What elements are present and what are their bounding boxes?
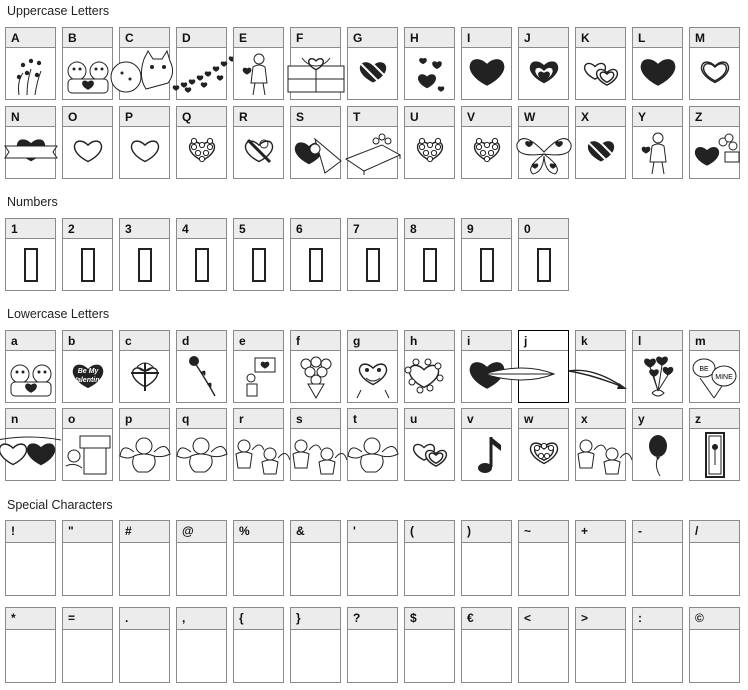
glyph-label: r — [234, 409, 283, 429]
glyph-label: p — [120, 409, 169, 429]
blank-glyph — [519, 630, 568, 682]
glyph-label: { — [234, 608, 283, 630]
glyph-cell-upper-A — [5, 27, 56, 100]
glyph-cell-lower-u — [404, 408, 455, 481]
heart-trail-glyph — [177, 48, 226, 99]
gift-heart-glyph — [234, 127, 283, 178]
glyph-cell-upper-B — [62, 27, 113, 100]
blank-glyph — [462, 543, 511, 595]
box-glyph — [6, 239, 55, 290]
glyph-label: ( — [405, 521, 454, 543]
glyph-cell-upper-Z — [689, 106, 740, 179]
cupid-figure-glyph — [633, 127, 682, 178]
flowers-glyph — [6, 48, 55, 99]
glyph-label: * — [6, 608, 55, 630]
glyph-label: P — [120, 107, 169, 127]
glyph-cell-special-1 — [62, 520, 113, 596]
glyph-label: N — [6, 107, 55, 127]
glyph-label: O — [63, 107, 112, 127]
blank-glyph — [576, 630, 625, 682]
box-glyph — [177, 239, 226, 290]
glyph-label: : — [633, 608, 682, 630]
glyph-cell-special2-10 — [575, 607, 626, 683]
glyph-cell-upper-W — [518, 106, 569, 179]
glyph-cell-special-6 — [347, 520, 398, 596]
glyph-cell-special-9 — [518, 520, 569, 596]
roses-glyph — [291, 351, 340, 402]
glyph-label: 8 — [405, 219, 454, 239]
outline-heart-glyph — [120, 127, 169, 178]
glyph-cell-special-12 — [689, 520, 740, 596]
glyph-label: $ — [405, 608, 454, 630]
glyph-label: ) — [462, 521, 511, 543]
cupid-box-glyph — [63, 429, 112, 480]
glyph-label: & — [291, 521, 340, 543]
glyph-label: G — [348, 28, 397, 48]
glyph-cell-lower-g — [347, 330, 398, 403]
glyph-cell-special-4 — [233, 520, 284, 596]
glyph-cell-special-8 — [461, 520, 512, 596]
valentine-line1: Be My — [77, 367, 98, 375]
glyph-cell-number-9 — [461, 218, 512, 291]
glyph-cell-lower-e — [233, 330, 284, 403]
glyph-label: # — [120, 521, 169, 543]
glyph-cell-upper-C — [119, 27, 170, 100]
box-glyph — [120, 239, 169, 290]
glyph-label: T — [348, 107, 397, 127]
blank-glyph — [234, 543, 283, 595]
butterfly-glyph — [519, 127, 568, 178]
glyph-cell-upper-M — [689, 27, 740, 100]
cat-glyph — [120, 48, 169, 99]
cherubs-glyph — [576, 429, 625, 480]
glyph-label: ~ — [519, 521, 568, 543]
section-title-uppercase: Uppercase Letters — [7, 4, 110, 18]
glyph-cell-lower-s — [290, 408, 341, 481]
glyph-label: f — [291, 331, 340, 351]
glyph-cell-upper-S — [290, 106, 341, 179]
glyph-cell-special2-5 — [290, 607, 341, 683]
glyph-label: . — [120, 608, 169, 630]
small-hearts-glyph — [405, 48, 454, 99]
glyph-cell-special2-11 — [632, 607, 683, 683]
glyph-label: B — [63, 28, 112, 48]
glyph-cell-special-0 — [5, 520, 56, 596]
double-heart-glyph — [576, 48, 625, 99]
box-glyph — [462, 239, 511, 290]
glyph-label: C — [120, 28, 169, 48]
glyph-label: e — [234, 331, 283, 351]
glyph-label: + — [576, 521, 625, 543]
glyph-label: H — [405, 28, 454, 48]
glyph-label: m — [690, 331, 739, 351]
floral-heart-glyph — [519, 429, 568, 480]
arrow-glyph — [576, 351, 625, 402]
glyph-label: 7 — [348, 219, 397, 239]
glyph-label: R — [234, 107, 283, 127]
blank-glyph — [633, 630, 682, 682]
glyph-cell-lower-j — [518, 330, 569, 403]
glyph-cell-special-3 — [176, 520, 227, 596]
glyph-cell-number-8 — [404, 218, 455, 291]
glyph-cell-lower-t — [347, 408, 398, 481]
glyph-cell-lower-p — [119, 408, 170, 481]
glyph-cell-special2-3 — [176, 607, 227, 683]
glyph-cell-lower-o — [62, 408, 113, 481]
glyph-label: 1 — [6, 219, 55, 239]
glyph-label: h — [405, 331, 454, 351]
glyph-label: a — [6, 331, 55, 351]
glyph-label: = — [63, 608, 112, 630]
balloons-glyph — [633, 351, 682, 402]
glyph-label: / — [690, 521, 739, 543]
glyph-label: q — [177, 409, 226, 429]
glyph-cell-lower-b — [62, 330, 113, 403]
cherub-glyph — [177, 429, 226, 480]
glyph-cell-number-0 — [518, 218, 569, 291]
glyph-label: d — [177, 331, 226, 351]
glyph-label: € — [462, 608, 511, 630]
glyph-label: @ — [177, 521, 226, 543]
glyph-cell-upper-T — [347, 106, 398, 179]
glyph-cell-special-2 — [119, 520, 170, 596]
glyph-cell-upper-L — [632, 27, 683, 100]
glyph-cell-lower-z — [689, 408, 740, 481]
glyph-label: Y — [633, 107, 682, 127]
box-glyph — [405, 239, 454, 290]
glyph-label: ' — [348, 521, 397, 543]
glyph-label: " — [63, 521, 112, 543]
bow-heart-glyph — [291, 127, 340, 178]
blank-glyph — [291, 543, 340, 595]
section-title-numbers: Numbers — [7, 195, 58, 209]
glyph-label: l — [633, 331, 682, 351]
blank-glyph — [63, 543, 112, 595]
candy-box-glyph — [177, 127, 226, 178]
box-glyph — [291, 239, 340, 290]
glyph-cell-upper-P — [119, 106, 170, 179]
blank-glyph — [405, 543, 454, 595]
glyph-cell-upper-Q — [176, 106, 227, 179]
blank-glyph — [291, 630, 340, 682]
glyph-label: i — [462, 331, 511, 351]
glyph-cell-upper-K — [575, 27, 626, 100]
glyph-cell-lower-k — [575, 330, 626, 403]
box-glyph — [348, 239, 397, 290]
section-title-special: Special Characters — [7, 498, 113, 512]
glyph-cell-lower-y — [632, 408, 683, 481]
glyph-label: c — [120, 331, 169, 351]
glyph-cell-lower-v — [461, 408, 512, 481]
glyph-label: 0 — [519, 219, 568, 239]
glyph-label: } — [291, 608, 340, 630]
blank-glyph — [405, 630, 454, 682]
glyph-label: s — [291, 409, 340, 429]
glyph-label: ? — [348, 608, 397, 630]
balloon-glyph — [633, 429, 682, 480]
blank-glyph — [633, 543, 682, 595]
glyph-cell-special2-12 — [689, 607, 740, 683]
cupid-figure-glyph — [234, 48, 283, 99]
glyph-cell-upper-H — [404, 27, 455, 100]
glyph-label: S — [291, 107, 340, 127]
glyph-cell-upper-G — [347, 27, 398, 100]
glyph-label: M — [690, 28, 739, 48]
glyph-cell-special-11 — [632, 520, 683, 596]
glyph-label: t — [348, 409, 397, 429]
blank-glyph — [6, 543, 55, 595]
section-title-lowercase: Lowercase Letters — [7, 307, 110, 321]
glyph-cell-lower-q — [176, 408, 227, 481]
feather-glyph — [519, 351, 568, 402]
candy-box-glyph — [405, 127, 454, 178]
glyph-label: © — [690, 608, 739, 630]
rose-glyph — [177, 351, 226, 402]
glyph-cell-special2-4 — [233, 607, 284, 683]
be-mine-glyph — [690, 351, 739, 402]
box-glyph — [234, 239, 283, 290]
wreath-glyph — [405, 351, 454, 402]
blank-glyph — [690, 630, 739, 682]
glyph-cell-number-4 — [176, 218, 227, 291]
glyph-cell-lower-x — [575, 408, 626, 481]
blank-glyph — [462, 630, 511, 682]
glyph-label: k — [576, 331, 625, 351]
glyph-cell-upper-Y — [632, 106, 683, 179]
glyph-cell-lower-r — [233, 408, 284, 481]
glyph-cell-upper-U — [404, 106, 455, 179]
glyph-cell-number-3 — [119, 218, 170, 291]
glyph-cell-number-2 — [62, 218, 113, 291]
glyph-cell-lower-d — [176, 330, 227, 403]
blank-glyph — [690, 543, 739, 595]
glyph-label: L — [633, 28, 682, 48]
blank-glyph — [519, 543, 568, 595]
candy-box-glyph — [462, 127, 511, 178]
blank-glyph — [177, 630, 226, 682]
glyph-cell-lower-f — [290, 330, 341, 403]
glyph-label: j — [519, 331, 568, 351]
heart-face-glyph — [348, 351, 397, 402]
gift-box-glyph — [291, 48, 340, 99]
glyph-cell-upper-J — [518, 27, 569, 100]
glyph-cell-number-1 — [5, 218, 56, 291]
blank-glyph — [348, 543, 397, 595]
glyph-label: y — [633, 409, 682, 429]
glyph-cell-upper-O — [62, 106, 113, 179]
striped-heart-glyph — [348, 48, 397, 99]
glyph-cell-number-7 — [347, 218, 398, 291]
glyph-label: 2 — [63, 219, 112, 239]
glyph-cell-special2-6 — [347, 607, 398, 683]
glyph-label: 6 — [291, 219, 340, 239]
glyph-label: V — [462, 107, 511, 127]
music-note-glyph — [462, 429, 511, 480]
glyph-label: n — [6, 409, 55, 429]
bears-glyph — [6, 351, 55, 402]
box-glyph — [519, 239, 568, 290]
glyph-label: F — [291, 28, 340, 48]
cherub-glyph — [120, 429, 169, 480]
blank-glyph — [177, 543, 226, 595]
glyph-label: A — [6, 28, 55, 48]
nested-hearts-glyph — [519, 48, 568, 99]
mine-label: MINE — [714, 373, 733, 381]
cherubs-glyph — [234, 429, 283, 480]
glyph-cell-number-5 — [233, 218, 284, 291]
heart-garland-glyph — [6, 429, 55, 480]
valentine-line2: Valentine — [72, 376, 103, 384]
glyph-label: X — [576, 107, 625, 127]
striped-heart-glyph — [576, 127, 625, 178]
blank-glyph — [120, 630, 169, 682]
ribbon-box-glyph — [120, 351, 169, 402]
glyph-label: - — [633, 521, 682, 543]
glyph-cell-special2-0 — [5, 607, 56, 683]
glyph-label: g — [348, 331, 397, 351]
glyph-label: % — [234, 521, 283, 543]
cherub-glyph — [348, 429, 397, 480]
glyph-cell-lower-l — [632, 330, 683, 403]
glyph-cell-special-7 — [404, 520, 455, 596]
blank-glyph — [6, 630, 55, 682]
glyph-label: v — [462, 409, 511, 429]
glyph-cell-lower-a — [5, 330, 56, 403]
valentine-heart-glyph — [63, 351, 112, 402]
glyph-label: > — [576, 608, 625, 630]
glyph-label: b — [63, 331, 112, 351]
glyph-cell-special2-2 — [119, 607, 170, 683]
glyph-cell-upper-R — [233, 106, 284, 179]
blank-glyph — [234, 630, 283, 682]
glyph-label: u — [405, 409, 454, 429]
glyph-cell-upper-E — [233, 27, 284, 100]
solid-heart-glyph — [633, 48, 682, 99]
glyph-label: 5 — [234, 219, 283, 239]
glyph-label: 9 — [462, 219, 511, 239]
glyph-cell-upper-D — [176, 27, 227, 100]
blank-glyph — [576, 543, 625, 595]
solid-heart-glyph — [462, 48, 511, 99]
glyph-cell-lower-c — [119, 330, 170, 403]
glyph-cell-lower-m — [689, 330, 740, 403]
glyph-label: w — [519, 409, 568, 429]
glyph-cell-upper-F — [290, 27, 341, 100]
glyph-cell-upper-I — [461, 27, 512, 100]
blank-glyph — [63, 630, 112, 682]
box-glyph — [63, 239, 112, 290]
glyph-label: x — [576, 409, 625, 429]
outline-heart-glyph — [63, 127, 112, 178]
glyph-cell-special2-7 — [404, 607, 455, 683]
glyph-cell-upper-X — [575, 106, 626, 179]
door-glyph — [690, 429, 739, 480]
glyph-label: J — [519, 28, 568, 48]
glyph-cell-upper-V — [461, 106, 512, 179]
blank-glyph — [120, 543, 169, 595]
glyph-cell-special2-8 — [461, 607, 512, 683]
glyph-cell-lower-w — [518, 408, 569, 481]
glyph-label: 4 — [177, 219, 226, 239]
glyph-label: U — [405, 107, 454, 127]
glyph-cell-lower-n — [5, 408, 56, 481]
cherubs-glyph — [291, 429, 340, 480]
double-heart-glyph — [405, 429, 454, 480]
glyph-label: z — [690, 409, 739, 429]
glyph-label: Z — [690, 107, 739, 127]
be-label: BE — [698, 365, 709, 373]
bears-glyph — [63, 48, 112, 99]
glyph-label: 3 — [120, 219, 169, 239]
glyph-label: K — [576, 28, 625, 48]
glyph-cell-upper-N — [5, 106, 56, 179]
glyph-cell-lower-h — [404, 330, 455, 403]
glyph-cell-special-10 — [575, 520, 626, 596]
gift-roses-glyph — [348, 127, 397, 178]
ribbon-heart-glyph — [6, 127, 55, 178]
glyph-label: W — [519, 107, 568, 127]
glyph-cell-special2-1 — [62, 607, 113, 683]
glyph-label: ! — [6, 521, 55, 543]
glyph-cell-number-6 — [290, 218, 341, 291]
glyph-label: D — [177, 28, 226, 48]
glyph-label: E — [234, 28, 283, 48]
cupid-sign-glyph — [234, 351, 283, 402]
lace-heart-glyph — [690, 48, 739, 99]
glyph-cell-special2-9 — [518, 607, 569, 683]
glyph-label: o — [63, 409, 112, 429]
blank-glyph — [348, 630, 397, 682]
glyph-label: I — [462, 28, 511, 48]
glyph-label: , — [177, 608, 226, 630]
glyph-cell-special-5 — [290, 520, 341, 596]
bouquet-glyph — [690, 127, 739, 178]
glyph-label: Q — [177, 107, 226, 127]
glyph-label: < — [519, 608, 568, 630]
